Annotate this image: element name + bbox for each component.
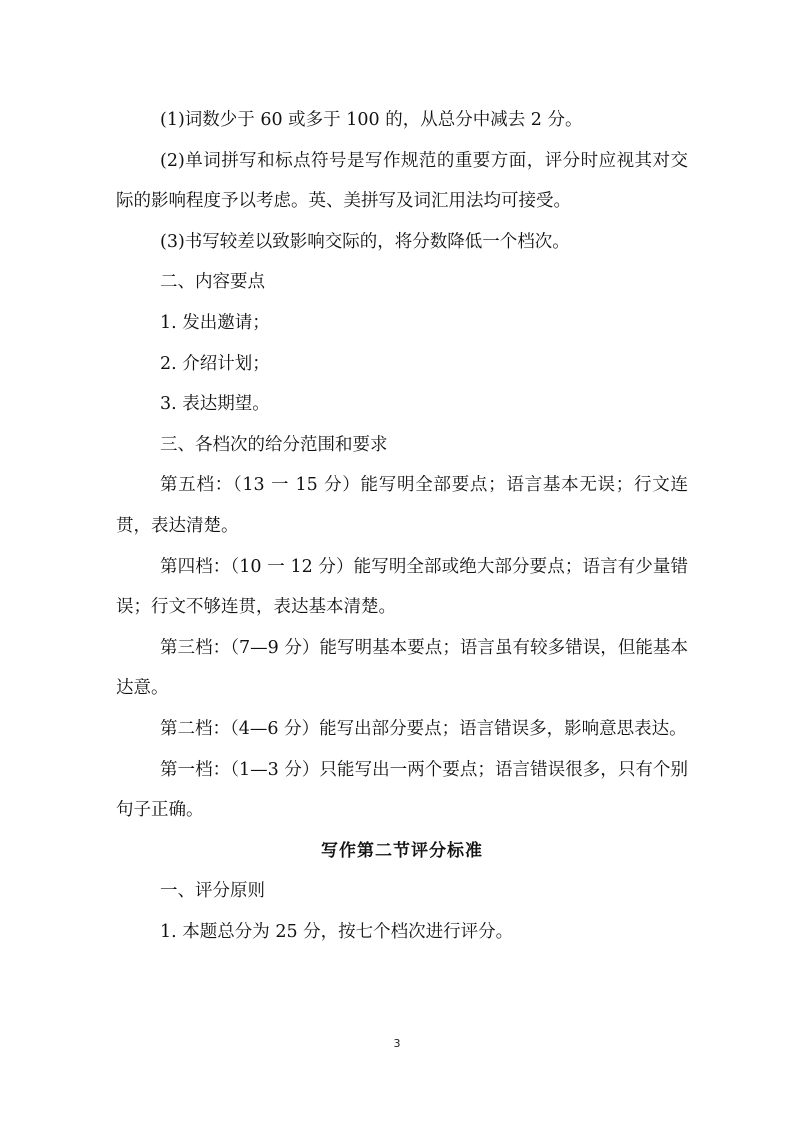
content-point-2: 2. 介绍计划； [160, 353, 270, 374]
content-point-1: 1. 发出邀请； [160, 312, 270, 333]
score-band-4: 第四档：（10 一 12 分）能写明全部或绝大部分要点；语言有少量错误；行文不够连贯，表达基本清楚。 [116, 556, 688, 618]
content-point-3: 3. 表达期望。 [160, 394, 270, 415]
document-body [116, 100, 688, 952]
score-band-2: 第二档：（4—6 分）能写出部分要点；语言错误多，影响意思表达。 [160, 718, 687, 739]
score-band-5: 第五档：（13 一 15 分）能写明全部要点；语言基本无误；行文连贯，表达清楚。 [116, 475, 688, 536]
score-band-3: 第三档：（7—9 分）能写明基本要点；语言虽有较多错误，但能基本达意。 [116, 637, 688, 699]
section-title: 写作第二节评分标准 [321, 840, 483, 861]
rule-handwriting: (3)书写较差以致影响交际的，将分数降低一个档次。 [160, 231, 570, 252]
principle-total-score: 1. 本题总分为 25 分，按七个档次进行评分。 [160, 921, 514, 942]
rule-spelling-punctuation: (2)单词拼写和标点符号是写作规范的重要方面，评分时应视其对交际的影响程度予以考虑。英、美拼写及词汇用法均可接受。 [116, 150, 688, 212]
heading-scoring-principles: 一、评分原则 [160, 881, 265, 902]
heading-score-bands: 三、各档次的给分范围和要求 [160, 434, 388, 455]
rule-word-count: (1)词数少于 60 或多于 100 的，从总分中减去 2 分。 [160, 110, 583, 130]
page-number: 3 [393, 1037, 401, 1050]
heading-content-points: 二、内容要点 [160, 272, 265, 293]
score-band-1: 第一档：（1—3 分）只能写出一两个要点；语言错误很多，只有个别句子正确。 [116, 759, 688, 821]
